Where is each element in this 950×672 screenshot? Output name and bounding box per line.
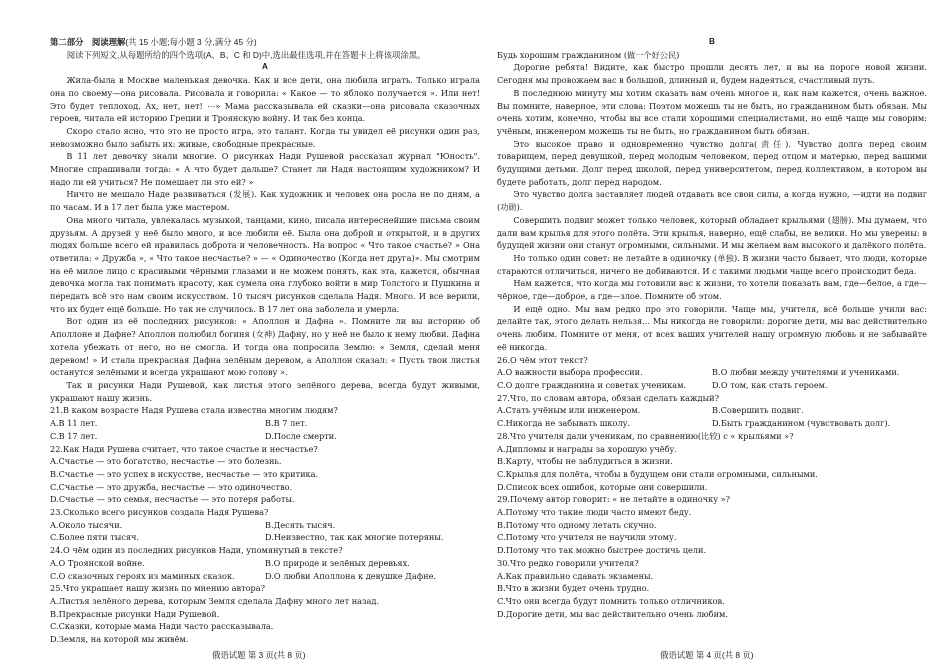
passage-b-label: B: [709, 37, 715, 46]
option-d: D.Список всех ошибок, которые они совершили.: [497, 481, 708, 492]
section-title: 第二部分 阅读理解: [50, 37, 126, 47]
option-a: A.Счастье — это богатство, несчастье — это болезнь.: [50, 456, 282, 467]
question-26: [497, 354, 927, 392]
option-a: A.Стать учёным или инженером.: [497, 405, 641, 416]
question-text: 27.Что, по словам автора, обязан сделать каждый?: [497, 392, 719, 403]
option-b: B.Совершить подвиг.: [712, 405, 804, 416]
question-text: 26.О чём этот текст?: [497, 354, 588, 365]
option-d: D.Потому что так можно быстрее достичь цели.: [497, 545, 707, 556]
option-c: C.Потому что учителя не научили этому.: [497, 532, 677, 543]
question-23: [50, 506, 480, 544]
question-text: 28.Что учителя дали ученикам, по сравнению(比较) с « крыльями »?: [497, 430, 794, 441]
option-d: D.Неизвестно, так как многие потеряны.: [265, 532, 444, 543]
option-c: C.Крылья для полёта, чтобы в будущем они стали огромными, сильными.: [497, 468, 818, 479]
question-28: [497, 430, 927, 494]
option-c: C.Сказки, которые мама Нади часто рассказывала.: [50, 621, 274, 632]
question-25: [50, 582, 480, 646]
option-d: D.Быть гражданином (чувствовать долг).: [712, 418, 891, 429]
question-22: [50, 443, 480, 507]
passage-b-paragraph: Это высокое право и одновременно чувство долга(责任). Чувство долга перед своим товарищем, перед девушкой, перед молодым человеком, перед отцом и матерью, перед вашими будущими детьми. Долг перед школой, перед университетом, перед коллективом, в котором вы будете работать, долг перед народом.: [497, 138, 927, 187]
passage-a-paragraph: Жила-была в Москве маленькая девочка. Как и все дети, она любила играть. Только играла она по своему—она рисовала. Рисовала и говорила: « Какое — то яблоко получается ». Или нет! Это будет теплоход. Ах, нет, нет! ⋯» Мама рассказывала ей сказки—она рисовала сказочных героев, читала ей историю Греции и Троянскую войну. И так без конца.: [50, 75, 480, 124]
question-27: [497, 392, 927, 430]
option-d: D.После смерти.: [265, 430, 337, 441]
passage-a-paragraph: Скоро стало ясно, что это не просто игра, это талант. Когда ты увидел её рисунки один раз, невозможно было забыть их: живые, свободные прекрасные.: [50, 125, 480, 149]
option-c: C.Счастье — это дружба, несчастье — это одиночество.: [50, 481, 293, 492]
option-c: C.О сказочных героях из маминых сказок.: [50, 570, 235, 581]
question-29: [497, 493, 927, 557]
option-a: A.Потому что такие люди часто имеют беду.: [497, 507, 692, 518]
right-column: [497, 36, 927, 620]
passage-b-body: [497, 61, 927, 353]
option-a: A.Дипломы и награды за хорошую учёбу.: [497, 443, 677, 454]
option-a: A.Как правильно сдавать экзамены.: [497, 570, 654, 581]
option-a: A.О важности выбора профессии.: [497, 367, 643, 378]
passage-a-paragraph: Так и рисунки Нади Рушевой, как листья этого зелёного дерева, всегда будут живыми, украшают нашу жизнь.: [50, 379, 480, 403]
passage-b-paragraph: Дорогие ребята! Видите, как быстро прошли десять лет, и вы на пороге новой жизни. Сегодня мы провожаем вас в большой, длинный и, будем надеяться, счастливый путь.: [497, 62, 927, 86]
passage-a-paragraph: Она много читала, увлекалась музыкой, танцами, кино, писала интереснейшие письма своим друзьям. А друзей у неё было много, и все любили её. Была она доброй и открытой, и в других людях больше всего ей нравилась доброта и человечность. На вопрос « Что такое счастье? » Она ответила: « Дружба », « Что такое несчастье? » — « Одиночество (Когда нет друга)». Мы смотрим на её милое лицо с красивыми чёрными глазами и не можем понять, как эта, кажется, обычная девочка могла так понимать красоту, как сумела она глубоко войти в мир Толстого и Пушкина и передать всё это нам своим искусством. 10 тысяч рисунков сделала Надя. Много. И все верили, что их будет ещё больше. Но так не случилось. В 17 лет она заболела и умерла.: [50, 214, 480, 314]
option-b: B.Что в жизни будет очень трудно.: [497, 583, 650, 594]
page-footer-left: 俄语试题 第 3 页(共 8 页): [212, 650, 306, 660]
question-text: 22.Как Нади Рушева считает, что такое счастье и несчастье?: [50, 443, 318, 454]
option-c: C.О долге гражданина и советах ученикам.: [497, 379, 687, 390]
passage-a-body: [50, 74, 480, 404]
option-d: D.О том, как стать героем.: [712, 379, 828, 390]
passage-a-paragraph: Вот один из её последних рисунков: « Аполлон и Дафна ». Помните ли вы историю об Аполлоне и Дафне? Аполлон полюбил богиня (女神) Дафну, но у неё не было к нему любви. Дафна хотела убежать от него, но не смогла. И тогда она попросила Землю: « Земля, сделай меня деревом! » И стала прекрасная Дафна зелёным деревом, а Аполлон сказал: « Пусть твои листья останутся зелёными и всегда украшают мою голову ».: [50, 316, 480, 378]
option-b: B.Десять тысяч.: [265, 519, 336, 530]
option-c: C.В 17 лет.: [50, 430, 98, 441]
question-text: 30.Что редко говорили учителя?: [497, 557, 639, 568]
option-b: B.Счастье — это успех в искусстве, несчастье — это критика.: [50, 468, 319, 479]
option-c: C.Более пяти тысяч.: [50, 532, 140, 543]
passage-b-paragraph: В последнюю минуту мы хотим сказать вам очень многое и, как нам кажется, очень важное. Вы помните, наверное, эти слова: Поэтом можешь ты не быть, но гражданином быть обязан. Мы очень хотим, конечно, чтобы вы все стали хорошими специалистами, но ещё чаще мы говорим: учёным, инженером можешь ты не быть, но гражданином быть обязан.: [497, 87, 927, 136]
passage-b-paragraph: И ещё одно. Мы вам редко про это говорили. Чаще мы, учителя, всё больше учили вас: делайте так, этого делать нельзя... Мы никогда не говорили: дорогие дети, мы вас действительно очень любим. Помните от меня, от всех ваших учителей нашу огромную любовь и не забывайте её никогда.: [497, 303, 927, 352]
passage-a-label: A: [262, 62, 268, 72]
option-b: B.В 7 лет.: [265, 418, 308, 429]
page-footer-right: 俄语试题 第 4 页(共 8 页): [660, 650, 754, 660]
question-text: 24.О чём один из последних рисунков Нади, упомянутый в тексте?: [50, 545, 343, 556]
passage-b-paragraph: Но только один совет: не летайте в одиночку (单独). В жизни часто бывает, что люди, которые стараются отличиться, ничего не добиваются. И с такими людьми чаще всего происходит беда.: [497, 252, 927, 276]
question-24: [50, 544, 480, 582]
option-d: D.Счастье — это семья, несчастье — это потеря работы.: [50, 494, 295, 505]
option-a: A.Около тысячи.: [50, 519, 123, 530]
question-text: 23.Сколько всего рисунков создала Надя Рушева?: [50, 507, 269, 518]
option-b: B.Карту, чтобы не заблудиться в жизни.: [497, 456, 673, 467]
section-header: [50, 36, 480, 49]
option-a: A.Листья зелёного дерева, которым Земля сделала Дафну много лет назад.: [50, 595, 380, 606]
question-text: 21.В каком возрасте Надя Рушева стала известна многим людям?: [50, 405, 338, 416]
passage-a-paragraph: Ничто не мешало Наде развиваться (发展). Как художник и человек она росла не по дням, а по часам. И в 17 лет была уже мастером.: [50, 189, 480, 213]
passage-b-paragraph: Это чувство долга заставляет людей отдавать все свои силы, а когда нужно, —идти на подвиг (功勋).: [497, 189, 927, 213]
section-instruction: 阅读下列短文,从每题所给的四个选项(A、B、C 和 D)中,选出最佳选项,并在答题卡上将该项涂黑。: [66, 49, 426, 60]
option-b: B.О любви между учителями и учениками.: [712, 367, 900, 378]
passage-b-paragraph: Нам кажется, что когда мы готовили вас к жизни, то хотели показать вам, где—белое, а где—чёрное, где—доброе, а где—злое. Помните об этом.: [497, 278, 927, 302]
option-a: A.О Троянской войне.: [50, 557, 145, 568]
question-30: [497, 557, 927, 621]
passage-b-paragraph: Совершить подвиг может только человек, который обладает крыльями (翅膀). Мы думаем, что дали вам крылья для этого полёта. Эти крылья, наверно, ещё слабы, не велики. Но мы уверены: в будущей жизни они станут огромными, сильными. И мы желаем вам высокого и далёкого полёта.: [497, 214, 927, 251]
option-d: D.О любви Аполлона к девушке Дафне.: [265, 570, 437, 581]
section-scoring: (共 15 小题;每小题 3 分,满分 45 分): [125, 37, 257, 47]
option-b: B.О природе и зелёных деревьях.: [265, 557, 410, 568]
passage-a-paragraph: В 11 лет девочку знали многие. О рисунках Нади Рушевой рассказал журнал "Юность". Многие спрашивали тогда: « А что будет дальше? Станет ли Надя настоящим художником? И надо ли ей учиться? Не помешает ли это ей? »: [50, 151, 480, 187]
option-a: A.В 11 лет.: [50, 418, 98, 429]
question-text: 25.Что украшает нашу жизнь по мнению автора?: [50, 583, 266, 594]
option-c: C.Что они всегда будут помнить только отличников.: [497, 595, 725, 606]
question-21: [50, 404, 480, 442]
passage-b-title: Будь хорошим гражданином (做一个好公民): [497, 49, 680, 60]
option-d: D.Земля, на которой мы живём.: [50, 634, 189, 645]
option-c: C.Никогда не забывать школу.: [497, 418, 631, 429]
left-column: [50, 36, 480, 646]
option-b: B.Потому что одному летать скучно.: [497, 519, 657, 530]
option-b: B.Прекрасные рисунки Нади Рушевой.: [50, 608, 220, 619]
question-text: 29.Почему автор говорит: « не летайте в одиночку »?: [497, 494, 731, 505]
option-d: D.Дорогие дети, мы вас действительно очень любим.: [497, 608, 729, 619]
